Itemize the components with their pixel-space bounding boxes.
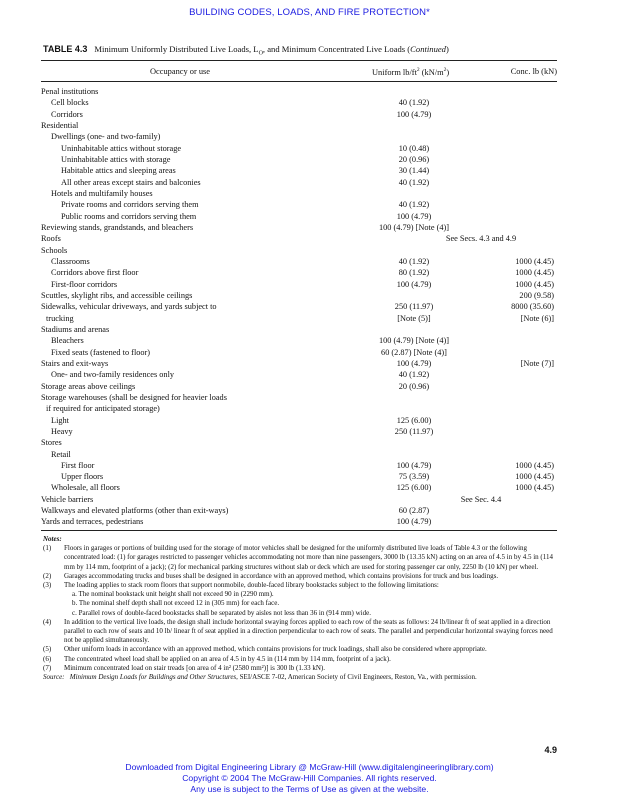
table-row — [41, 516, 557, 527]
table-row — [41, 471, 557, 482]
footer-line-2: Copyright © 2004 The McGraw-Hill Companies. All rights reserved. — [182, 773, 437, 783]
note-number: (5) — [43, 645, 52, 654]
note-number: (4) — [43, 617, 52, 626]
occupancy-cell: Corridors above first floor — [51, 268, 139, 278]
note-number: (1) — [43, 544, 52, 553]
uniform-load-cell: 20 (0.96) — [398, 381, 430, 391]
occupancy-cell: Penal institutions — [41, 87, 99, 96]
uniform-load-cell: [Note (5)] — [397, 313, 431, 323]
occupancy-cell: Heavy — [51, 426, 73, 436]
note-item — [43, 664, 559, 673]
uniform-load-cell: 40 (1.92) — [398, 370, 430, 380]
note-text: The loading applies to stack room floors that support nonmobile, double-faced library bookstacks subject to the following limitations: — [64, 581, 439, 590]
occupancy-cell: Stadiums and arenas — [41, 324, 110, 334]
uniform-load-cell: 60 (2.87) — [398, 506, 430, 516]
uniform-load-cell: 100 (4.79) [Note (4)] — [378, 222, 450, 232]
concentrated-load-cell: 1000 (4.45) — [515, 472, 554, 482]
table-row — [41, 381, 557, 392]
uniform-load-cell: 80 (1.92) — [398, 268, 430, 278]
source-rest: , SEI/ASCE 7-02, American Society of Civil Engineers, Reston, Va., with permission. — [236, 673, 477, 682]
header-rule — [41, 81, 557, 82]
occupancy-cell: Reviewing stands, grandstands, and bleachers — [41, 222, 194, 232]
note-text: Floors in garages or portions of building used for the storage of motor vehicles shall be designed for the uniformly distributed live loads of Table 4.3 or the following concentrated load: (1) for garages restricted to passenger vehicles accommodating not more than nine passengers, 3000 lb (13.35 kN) acting on an area of 4.5 in by 4.5 in (114 mm by 114 mm, footprint of a jack); (2) for mechanical parking structures without slab or deck which are used for storing passenger car only, 2250 lb (10 kN) per wheel. — [64, 544, 554, 571]
occupancy-cell: Fixed seats (fastened to floor) — [51, 347, 151, 357]
see-reference-cell: See Secs. 4.3 and 4.9 — [445, 234, 517, 244]
occupancy-cell: Public rooms and corridors serving them — [61, 211, 197, 221]
table-row — [41, 154, 557, 165]
note-text: Minimum concentrated load on stair treads [on area of 4 in² (2580 mm²)] is 300 lb (1.33 kN). — [64, 663, 325, 672]
col-header-uniform-sup2: 2 — [443, 67, 447, 73]
col-header-uniform — [372, 67, 449, 77]
col-header-uniform-text: Uniform lb/ft — [372, 67, 417, 77]
occupancy-cell: Stairs and exit-ways — [41, 358, 109, 368]
table-row — [41, 86, 557, 97]
uniform-load-cell: 20 (0.96) — [398, 154, 430, 164]
occupancy-cell: if required for anticipated storage) — [46, 404, 160, 414]
col-header-conc: Conc. lb (kN) — [510, 67, 557, 76]
col-header-occupancy: Occupancy or use — [150, 67, 210, 76]
table-row — [41, 165, 557, 176]
note-text: Garages accommodating trucks and buses shall be designed in accordance with an approved method, which contains provisions for truck and bus loadings. — [64, 571, 499, 580]
note-number: (6) — [43, 654, 52, 663]
table-row — [41, 301, 557, 312]
table-row — [41, 505, 557, 516]
occupancy-cell: Uninhabitable attics without storage — [61, 143, 182, 153]
occupancy-cell: Retail — [51, 449, 71, 459]
uniform-load-cell: 125 (6.00) — [396, 483, 432, 493]
footer-line-1[interactable]: Downloaded from Digital Engineering Library @ McGraw-Hill (www.digitalengineeringlibrary.com) — [125, 762, 494, 772]
top-rule — [41, 60, 557, 61]
table-row — [41, 245, 557, 256]
occupancy-cell: Residential — [41, 120, 79, 130]
table-notes — [43, 535, 559, 682]
uniform-load-cell: 40 (1.92) — [398, 98, 430, 108]
table-row — [41, 109, 557, 120]
table-row — [41, 449, 557, 460]
concentrated-load-cell: 8000 (35.60) — [511, 302, 554, 312]
table-row — [41, 426, 557, 437]
table-row — [41, 358, 557, 369]
source-label: Source: — [43, 673, 65, 682]
table-row — [41, 324, 557, 335]
uniform-load-cell: 40 (1.92) — [398, 256, 430, 266]
uniform-load-cell: 40 (1.92) — [398, 177, 430, 187]
note-number: (2) — [43, 571, 52, 580]
table-body — [41, 86, 557, 528]
occupancy-cell: Wholesale, all floors — [51, 483, 120, 493]
note-text: Other uniform loads in accordance with an approved method, which contains provisions for truck loadings, shall also be considered where appropriate. — [64, 645, 487, 654]
occupancy-cell: Corridors — [51, 109, 83, 119]
concentrated-load-cell: 1000 (4.45) — [515, 268, 554, 278]
concentrated-load-cell: 1000 (4.45) — [515, 256, 554, 266]
occupancy-cell: Cell blocks — [51, 98, 89, 108]
table-row — [41, 97, 557, 108]
note-item — [43, 609, 559, 618]
occupancy-cell: Yards and terraces, pedestrians — [41, 517, 144, 527]
note-item — [43, 599, 559, 608]
table-row — [41, 460, 557, 471]
occupancy-cell: Sidewalks, vehicular driveways, and yards subject to — [41, 302, 217, 312]
download-footer — [0, 762, 619, 795]
table-row — [41, 267, 557, 278]
occupancy-cell: Uninhabitable attics with storage — [61, 154, 171, 164]
table-title-italic: Continued — [410, 44, 446, 54]
occupancy-cell: Walkways and elevated platforms (other than exit-ways) — [41, 506, 229, 516]
note-text: The concentrated wheel load shall be applied on an area of 4.5 in by 4.5 in (114 mm by 114 mm, footprint of a jack). — [64, 654, 391, 663]
table-row — [41, 335, 557, 346]
note-text: b. The nominal shelf depth shall not exceed 12 in (305 mm) for each face. — [72, 599, 280, 608]
occupancy-cell: Dwellings (one- and two-family) — [51, 132, 161, 142]
occupancy-cell: Roofs — [41, 234, 61, 244]
table-row — [41, 256, 557, 267]
bottom-rule — [41, 530, 557, 531]
occupancy-cell: Private rooms and corridors serving them — [61, 200, 199, 210]
occupancy-cell: Storage warehouses (shall be designed for heavier loads — [41, 392, 227, 402]
note-item — [43, 581, 559, 590]
occupancy-cell: Hotels and multifamily houses — [51, 188, 153, 198]
note-text: a. The nominal bookstack unit height shall not exceed 90 in (2290 mm). — [72, 590, 274, 599]
uniform-load-cell: 250 (11.97) — [394, 426, 434, 436]
table-title-end: ) — [445, 44, 449, 54]
note-item — [43, 544, 559, 572]
uniform-load-cell: 100 (4.79) — [396, 109, 432, 119]
uniform-load-cell: 75 (3.59) — [398, 472, 430, 482]
occupancy-cell: Upper floors — [61, 472, 104, 482]
notes-list — [43, 544, 559, 673]
note-item — [43, 618, 559, 646]
uniform-load-cell: 100 (4.79) — [396, 460, 432, 470]
source-title: Minimum Design Loads for Buildings and Other Structures — [69, 673, 237, 682]
notes-title: Notes: — [43, 535, 62, 543]
uniform-load-cell: 100 (4.79) — [396, 211, 432, 221]
table-row — [41, 120, 557, 131]
occupancy-cell: Scuttles, skylight ribs, and accessible ceilings — [41, 290, 193, 300]
occupancy-cell: Bleachers — [51, 336, 84, 346]
table-row — [41, 494, 557, 505]
uniform-load-cell: 100 (4.79) — [396, 279, 432, 289]
concentrated-load-cell: [Note (7)] — [520, 358, 554, 368]
concentrated-load-cell: 200 (9.58) — [519, 290, 554, 300]
occupancy-cell: Schools — [41, 245, 68, 255]
table-row — [41, 403, 557, 414]
table-row — [41, 177, 557, 188]
note-number: (3) — [43, 581, 52, 590]
table-row — [41, 233, 557, 244]
uniform-load-cell: 30 (1.44) — [398, 166, 430, 176]
occupancy-cell: One- and two-family residences only — [51, 370, 175, 380]
uniform-load-cell: 40 (1.92) — [398, 200, 430, 210]
table-label: TABLE 4.3 — [43, 44, 88, 54]
note-item — [43, 572, 559, 581]
table-row — [41, 188, 557, 199]
concentrated-load-cell: [Note (6)] — [520, 313, 554, 323]
col-header-uniform-sup1: 2 — [416, 67, 420, 73]
see-reference-cell: See Sec. 4.4 — [460, 494, 502, 504]
note-item — [43, 655, 559, 664]
concentrated-load-cell: 1000 (4.45) — [515, 483, 554, 493]
source-note — [43, 673, 559, 682]
uniform-load-cell: 100 (4.79) [Note (4)] — [378, 336, 450, 346]
occupancy-cell: Habitable attics and sleeping areas — [61, 166, 176, 176]
note-text: In addition to the vertical live loads, the design shall include horizontal swaying forces applied to each row of the seats as follows: 24 lb/linear ft of seat applied in a direction parallel to each row of seats and 10 lb/ linear ft of seat applied in a direction perpendicular to each row of seats. The parallel and perpendicular horizontal swaying forces need not be applied simultaneously. — [64, 617, 553, 645]
table-caption — [43, 44, 449, 57]
note-text: c. Parallel rows of double-faced bookstacks shall be separated by aisles not less than 36 in (914 mm) wide. — [72, 608, 371, 617]
uniform-load-cell: 60 (2.87) [Note (4)] — [381, 347, 447, 357]
table-row — [41, 415, 557, 426]
table-row — [41, 211, 557, 222]
table-row — [41, 369, 557, 380]
table-row — [41, 437, 557, 448]
footer-line-3: Any use is subject to the Terms of Use as given at the website. — [190, 784, 429, 794]
uniform-load-cell: 100 (4.79) — [396, 517, 432, 527]
occupancy-cell: Stores — [41, 438, 62, 448]
occupancy-cell: Storage areas above ceilings — [41, 381, 136, 391]
table-row — [41, 131, 557, 142]
table-row — [41, 290, 557, 301]
table-title: Minimum Uniformly Distributed Live Loads, L — [94, 44, 259, 54]
table-row — [41, 222, 557, 233]
table-row — [41, 392, 557, 403]
table-row — [41, 279, 557, 290]
table-title-rest: , and Minimum Concentrated Live Loads ( — [262, 44, 411, 54]
note-number: (7) — [43, 663, 52, 672]
concentrated-load-cell: 1000 (4.45) — [515, 279, 554, 289]
uniform-load-cell: 125 (6.00) — [396, 415, 432, 425]
table-row — [41, 482, 557, 493]
table-row — [41, 347, 557, 358]
occupancy-cell: Vehicle barriers — [41, 494, 94, 504]
table-row — [41, 313, 557, 324]
col-header-uniform-end: ) — [446, 67, 450, 77]
concentrated-load-cell: 1000 (4.45) — [515, 460, 554, 470]
occupancy-cell: Light — [51, 415, 69, 425]
uniform-load-cell: 10 (0.48) — [398, 143, 430, 153]
occupancy-cell: First floor — [61, 460, 95, 470]
uniform-load-cell: 250 (11.97) — [394, 302, 434, 312]
table-title-sub: O — [258, 50, 263, 57]
note-item — [43, 645, 559, 654]
col-header-uniform-mid: (kN/m — [419, 67, 444, 77]
note-item — [43, 590, 559, 599]
uniform-load-cell: 100 (4.79) — [396, 358, 432, 368]
table-row — [41, 143, 557, 154]
page-number: 4.9 — [544, 745, 557, 755]
occupancy-cell: First-floor corridors — [51, 279, 118, 289]
table-row — [41, 199, 557, 210]
occupancy-cell: All other areas except stairs and balconies — [61, 177, 201, 187]
running-header: BUILDING CODES, LOADS, AND FIRE PROTECTION* — [189, 7, 430, 18]
occupancy-cell: trucking — [46, 313, 74, 323]
occupancy-cell: Classrooms — [51, 256, 90, 266]
